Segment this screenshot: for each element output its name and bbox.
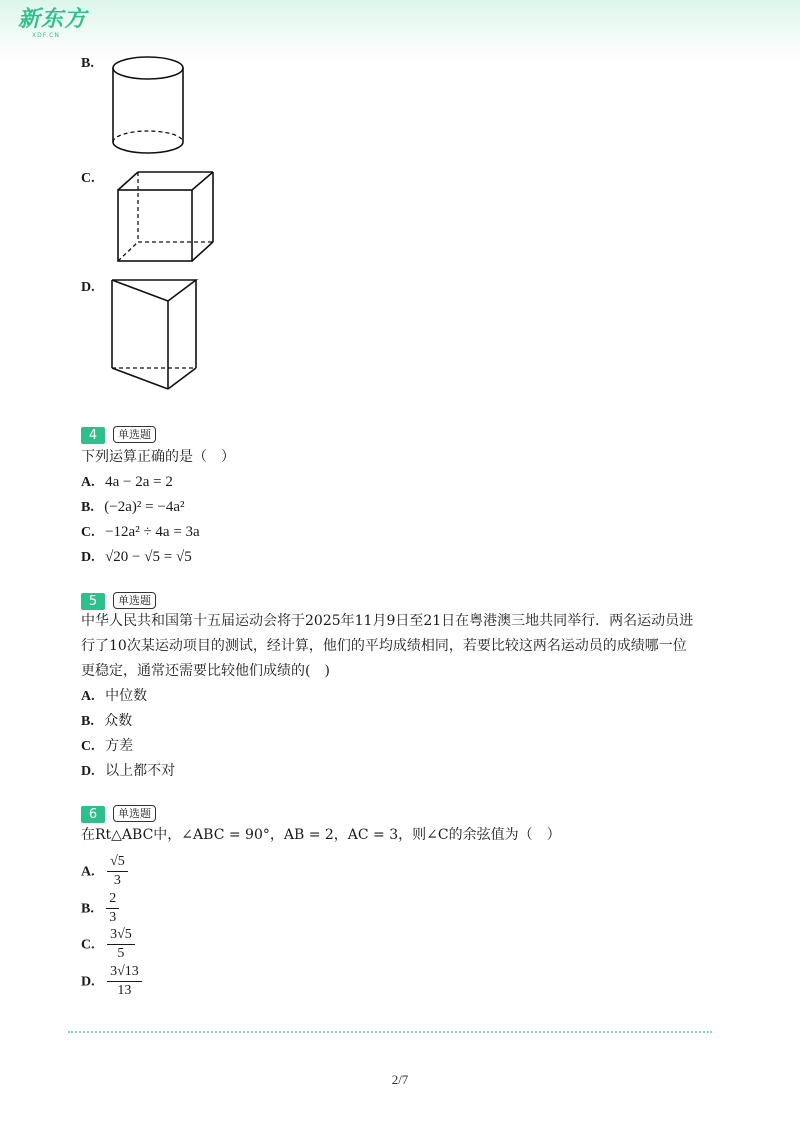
q3-option-d-letter: D. (81, 280, 95, 295)
fraction-denominator: 3 (113, 873, 121, 888)
option-letter: D. (81, 974, 95, 990)
option-a[interactable] (81, 472, 173, 493)
option-letter: C. (81, 525, 95, 540)
option-text: 以上都不对 (105, 763, 176, 779)
fraction-numerator: 3√5 (107, 926, 135, 945)
fraction-numerator: 2 (106, 890, 119, 909)
fraction-numerator: √5 (107, 853, 128, 872)
fraction (106, 890, 119, 927)
section-divider (68, 1031, 712, 1033)
option-d[interactable] (81, 547, 192, 568)
q3-option-c-letter: C. (81, 171, 95, 186)
option-letter: C. (81, 937, 95, 953)
fraction (107, 926, 135, 963)
question-type-tag: 单选题 (113, 426, 156, 443)
option-letter: C. (81, 739, 95, 754)
option-letter: B. (81, 500, 94, 515)
question-stem-line: 中华人民共和国第十五届运动会将于2025年11月9日至21日在粤港澳三地共同举行．两名运动员进 (81, 613, 694, 629)
option-letter: D. (81, 764, 95, 779)
option-text: 方差 (105, 738, 134, 754)
xdf-logo (18, 8, 87, 40)
question-type-tag: 单选题 (113, 592, 156, 609)
option-a[interactable] (81, 853, 128, 890)
logo-text: 新东方 (18, 7, 88, 32)
option-letter: D. (81, 550, 95, 565)
option-c[interactable] (81, 736, 133, 757)
question-stem: 下列运算正确的是（ ） (81, 449, 235, 465)
option-letter: A. (81, 864, 95, 880)
option-expression: −12a² ÷ 4a = 3a (105, 524, 200, 540)
fraction-denominator: 3 (109, 910, 117, 925)
option-text: 中位数 (105, 688, 148, 704)
header-band (0, 0, 800, 62)
cube-figure (114, 170, 218, 264)
triangular-prism-figure (108, 276, 200, 394)
option-letter: A. (81, 689, 95, 704)
question-stem: 在Rt△ABC中，∠ABC = 90°，AB = 2，AC = 3，则∠C的余弦值为（ ） (81, 827, 561, 843)
logo-subtext: XDF.CN (32, 32, 60, 39)
option-c[interactable] (81, 522, 200, 543)
question-number-badge: 4 (81, 427, 105, 444)
fraction-denominator: 13 (117, 983, 132, 998)
option-expression: √20 − √5 = √5 (105, 549, 192, 565)
option-c[interactable] (81, 926, 135, 963)
option-d[interactable] (81, 963, 142, 1000)
question-type-tag: 单选题 (113, 805, 156, 822)
option-expression: 4a − 2a = 2 (105, 474, 173, 490)
question-number-badge: 6 (81, 806, 105, 823)
page-number: 2/7 (391, 1072, 409, 1087)
cylinder-figure (110, 54, 190, 158)
question-stem-line: 更稳定，通常还需要比较他们成绩的( ) (81, 663, 330, 679)
option-d[interactable] (81, 761, 175, 782)
q3-option-b-letter: B. (81, 56, 94, 71)
fraction (107, 963, 142, 1000)
option-b[interactable] (81, 711, 132, 732)
fraction (107, 853, 128, 890)
option-b[interactable] (81, 890, 119, 927)
option-letter: B. (81, 901, 94, 917)
option-expression: (−2a)² = −4a² (104, 499, 185, 515)
option-b[interactable] (81, 497, 184, 518)
question-number-badge: 5 (81, 593, 105, 610)
option-text: 众数 (104, 713, 133, 729)
option-letter: A. (81, 475, 95, 490)
question-stem-line: 行了10次某运动项目的测试，经计算，他们的平均成绩相同，若要比较这两名运动员的成绩哪一位 (81, 638, 687, 654)
fraction-denominator: 5 (117, 946, 125, 961)
fraction-numerator: 3√13 (107, 963, 142, 982)
option-a[interactable] (81, 686, 147, 707)
option-letter: B. (81, 714, 94, 729)
